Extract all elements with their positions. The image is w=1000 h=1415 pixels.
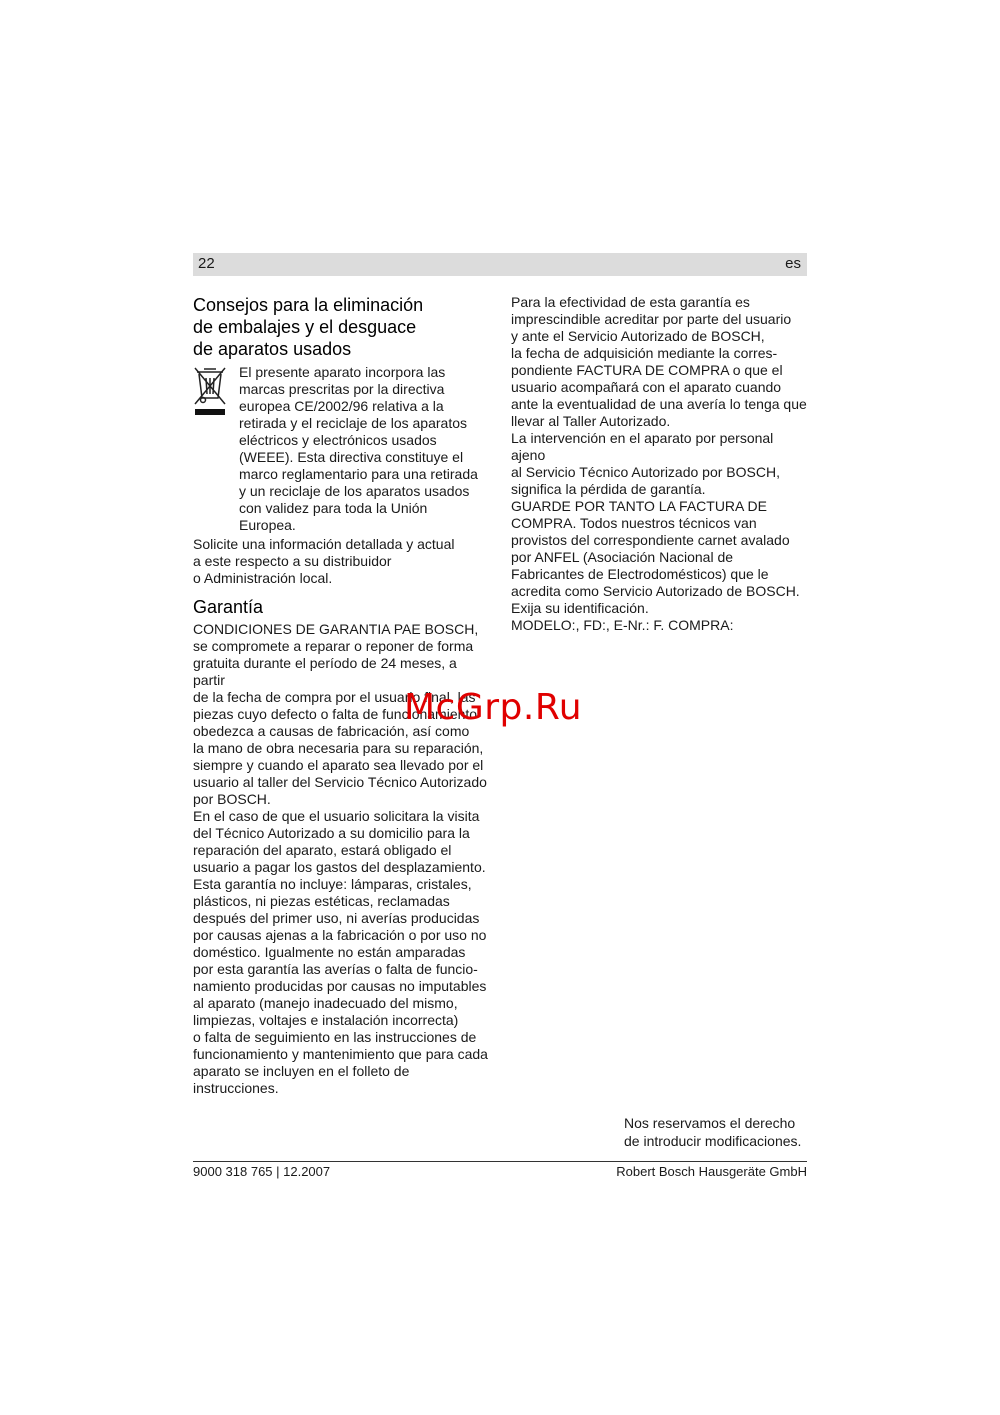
company-name: Robert Bosch Hausgeräte GmbH [616,1164,807,1179]
guarantee-paragraph: La intervención en el aparato por personal ajeno al Servicio Técnico Autorizado por BOSCH, significa la pérdida de garantía. [511,430,780,497]
page-header [193,253,807,276]
right-column [511,294,807,634]
crossed-out-wheelie-bin-icon [193,364,229,534]
watermark: McGrp.Ru [404,687,583,728]
guarantee-paragraph: En el caso de que el usuario solicitara la visita del Técnico Autorizado a su domicilio para la reparación del aparato, estará obligado el usuario a pagar los gastos del desplazamiento. [193,808,486,875]
guarantee-paragraph: Para la efectividad de esta garantía es imprescindible acreditar por parte del usuario y ante el Servicio Autorizado de BOSCH, la fecha de adquisición mediante la corres- pondiente FACTURA DE COMPRA o que el usuario acompañará con el aparato cuando ante la eventualidad de una avería lo tenga que llevar al Taller Autorizado. [511,294,807,429]
weee-text: El presente aparato incorpora las marcas prescritas por la directiva europea CE/2002/96 relativa a la retirada y el reciclaje de los aparatos eléctricos y electrónicos usados (WEEE). Esta directiva constituye el marco reglamentario para una retirada y un reciclaje de los aparatos usados con validez para toda la Unión Europea. [239,364,478,533]
disposal-heading: Consejos para la eliminación de embalajes y el desguace de aparatos usados [193,295,424,359]
guarantee-paragraph: CONDICIONES DE GARANTIA PAE BOSCH, se compromete a reparar o reponer de forma gratuita durante el período de 24 meses, a partir de la fecha de compra por el usuario final, las piezas cuyo defecto o falta de funcionamiento obedezca a causas de fabricación, así como la mano de obra necesaria para su reparación, siempre y cuando el aparato sea llevado por el usuario al taller del Servicio Técnico Autorizado por BOSCH. [193,621,487,807]
disposal-info-text: Solicite una información detallada y actual a este respecto a su distribuidor o Administración local. [193,536,455,586]
guarantee-paragraph: Esta garantía no incluye: lámparas, cristales, plásticos, ni piezas estéticas, reclamadas después del primer uso, ni averías producidas por causas ajenas a la fabricación o por uso no doméstico. Igualmente no están amparadas por esta garantía las averías o falta de funcio- namiento producidas por causas no imputables al aparato (manejo inadecuado del mismo, limpiezas, voltajes e instalación incorrecta) o falta de seguimiento en las instrucciones de funcionamiento y mantenimiento que para cada aparato se incluyen en el folleto de instrucciones. [193,876,488,1096]
page-number: 22 [198,255,215,272]
footer-divider [193,1161,807,1162]
guarantee-heading: Garantía [193,597,264,617]
document-number: 9000 318 765 | 12.2007 [193,1164,331,1179]
model-fields-line: MODELO:, FD:, E-Nr.: F. COMPRA: [511,617,734,633]
weee-block [193,364,490,534]
guarantee-paragraph: GUARDE POR TANTO LA FACTURA DE COMPRA. Todos nuestros técnicos van provistos del correspondiente carnet avalado por ANFEL (Asociación Nacional de Fabricantes de Electrodomésticos) que le acredita como Servicio Autorizado de BOSCH. Exija su identificación. [511,498,800,616]
language-code: es [785,255,801,272]
modification-note: Nos reservamos el derecho de introducir modificaciones. [624,1115,802,1149]
